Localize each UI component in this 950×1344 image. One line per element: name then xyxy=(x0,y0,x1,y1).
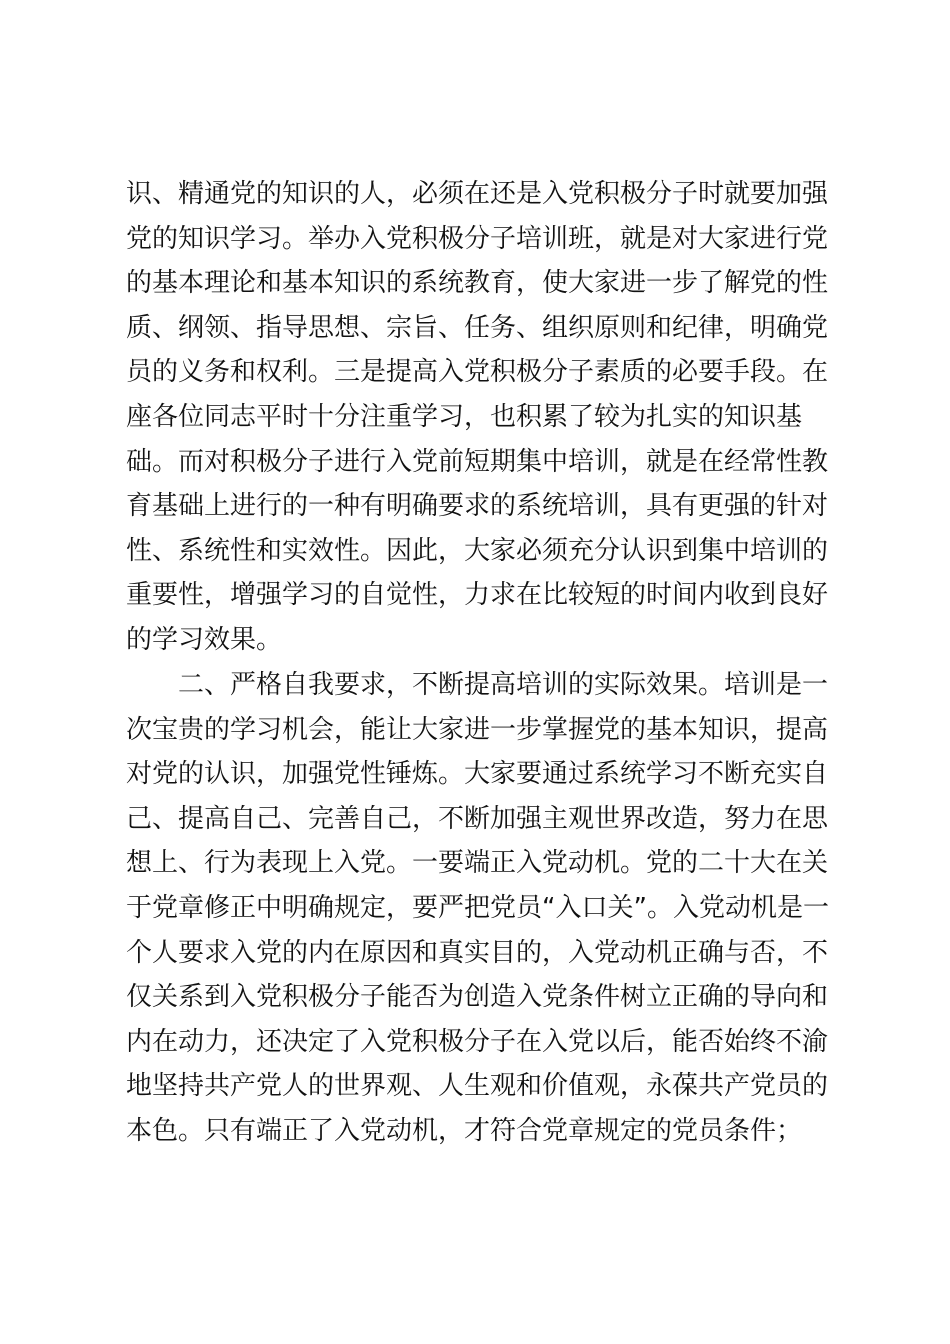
text-line: 座各位同志平时十分注重学习，也积累了较为扎实的知识基 xyxy=(126,401,803,432)
text-line: 想上、行为表现上入党。一要端正入党动机。党的二十大在关 xyxy=(126,848,829,879)
text-line: 对党的认识，加强党性锤炼。大家要通过系统学习不断充实自 xyxy=(126,759,829,790)
text-line: 地坚持共产党人的世界观、人生观和价值观，永葆共产党员的 xyxy=(126,1071,829,1102)
text-line: 内在动力，还决定了入党积极分子在入党以后，能否始终不渝 xyxy=(126,1026,829,1057)
text-line: 己、提高自己、完善自己，不断加强主观世界改造，努力在思 xyxy=(126,803,829,834)
text-line: 育基础上进行的一种有明确要求的系统培训，具有更强的针对 xyxy=(126,491,829,522)
text-line: 个人要求入党的内在原因和真实目的，入党动机正确与否，不 xyxy=(126,937,829,968)
text-line: 的基本理论和基本知识的系统教育，使大家进一步了解党的性 xyxy=(126,268,829,299)
text-line: 党的知识学习。举办入党积极分子培训班，就是对大家进行党 xyxy=(126,223,829,254)
text-line: 于党章修正中明确规定，要严把党员“入口关”。入党动机是一 xyxy=(126,892,829,923)
text-line: 的学习效果。 xyxy=(126,624,283,655)
paragraph-1 xyxy=(126,172,829,663)
text-line: 识、精通党的知识的人，必须在还是入党积极分子时就要加强 xyxy=(126,179,829,209)
text-line: 仅关系到入党积极分子能否为创造入党条件树立正确的导向和 xyxy=(126,982,829,1013)
text-line: 性、系统性和实效性。因此，大家必须充分认识到集中培训的 xyxy=(126,535,829,566)
paragraph-2 xyxy=(126,663,829,1154)
text-line: 本色。只有端正了入党动机，才符合党章规定的党员条件； xyxy=(126,1115,803,1146)
text-line: 二、严格自我要求，不断提高培训的实际效果。培训是一 xyxy=(126,670,829,700)
text-line: 重要性，增强学习的自觉性，力求在比较短的时间内收到良好 xyxy=(126,580,829,611)
text-line: 员的义务和权利。三是提高入党积极分子素质的必要手段。在 xyxy=(126,357,829,388)
text-line: 础。而对积极分子进行入党前短期集中培训，就是在经常性教 xyxy=(126,446,829,477)
text-line: 次宝贵的学习机会，能让大家进一步掌握党的基本知识，提高 xyxy=(126,714,829,745)
text-line: 质、纲领、指导思想、宗旨、任务、组织原则和纪律，明确党 xyxy=(126,312,829,343)
